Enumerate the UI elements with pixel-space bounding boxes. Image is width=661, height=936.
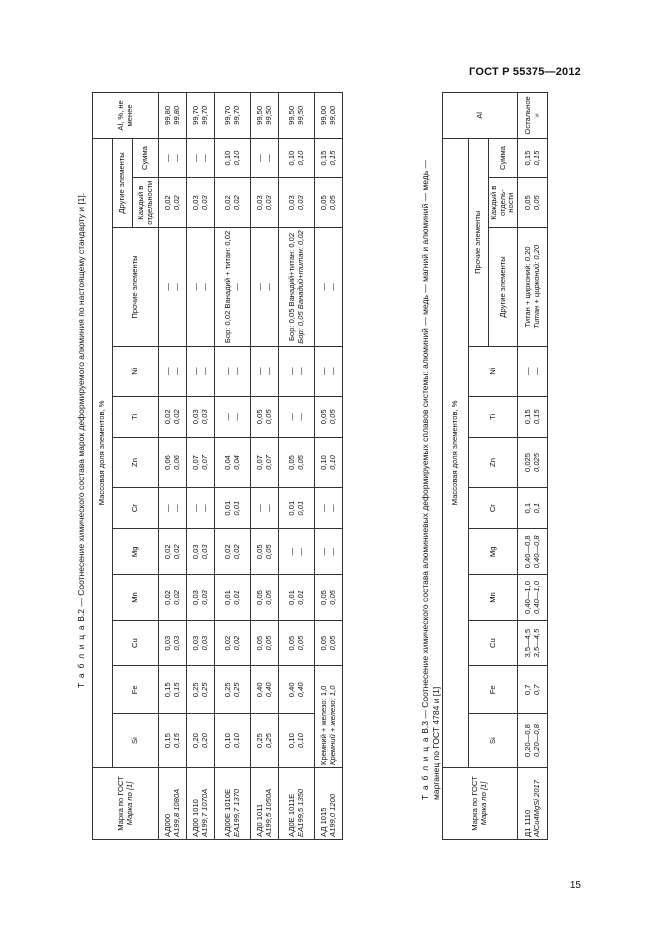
page-number: 15: [569, 880, 581, 891]
table2-each-cell: 0,03 0,03: [251, 178, 279, 228]
table2-zn-cell: 0,07 0,07: [251, 438, 279, 488]
table2-other-cell: — —: [251, 228, 279, 347]
table3-grade-cell: Д1 1110 AlCu4MgSi 2017: [518, 767, 548, 839]
table3-cr-header: Cr: [469, 487, 518, 529]
table2-each-cell: 0,02 0,02: [215, 178, 251, 228]
table2-al-cell: 99,00 99,00: [315, 93, 343, 139]
table2-zn-cell: 0,04 0,04: [215, 438, 251, 488]
table2-zn-cell: 0,05 0,05: [279, 438, 315, 488]
table3-fe-cell: 0,7 0,7: [518, 666, 548, 714]
table2-si-cell: 0,15 0,15: [159, 714, 187, 768]
table2-ti-cell: 0,02 0,02: [159, 396, 187, 438]
table2-ni-cell: — —: [215, 346, 251, 396]
table2-cr-cell: — —: [159, 487, 187, 529]
table3-ni-header: Ni: [469, 346, 518, 396]
document-header: ГОСТ Р 55375—2012: [469, 66, 581, 78]
table2-ti-cell: — —: [279, 396, 315, 438]
table3-other-header: Другие элементы: [489, 228, 518, 347]
table2-si-cell: 0,10 0,10: [279, 714, 315, 768]
table3-zn-header: Zn: [469, 438, 518, 488]
table2-zn-header: Zn: [113, 438, 159, 488]
table2-mn-cell: 0,05 0,05: [315, 575, 343, 621]
table2-fe-cell: 0,15 0,15: [159, 666, 187, 714]
table2-fe-cell: 0,40 0,40: [251, 666, 279, 714]
table2-ni-cell: — —: [279, 346, 315, 396]
table2-grade-header: Марка по ГОСТ Марка по [1]: [93, 767, 159, 839]
table2-cu-header: Cu: [113, 620, 159, 666]
table2-other-header: Прочие элементы: [113, 228, 159, 347]
table3-ni-cell: — —: [518, 346, 548, 396]
table2-al-cell: 99,50 99,50: [279, 93, 315, 139]
table2-cr-cell: 0,01 0,01: [279, 487, 315, 529]
table2-mn-cell: 0,01 0,01: [215, 575, 251, 621]
table2-other-cell: — —: [159, 228, 187, 347]
table3-grade-header: Марка по ГОСТ Марка по [1]: [443, 767, 518, 839]
table2-cu-cell: 0,05 0,05: [279, 620, 315, 666]
table3-row: [518, 93, 548, 840]
table2-ti-cell: 0,05 0,05: [315, 396, 343, 438]
table2-row: [251, 93, 279, 840]
table2-ti-cell: — —: [215, 396, 251, 438]
table2-si-header: Si: [113, 714, 159, 768]
table3: [442, 92, 548, 840]
table2-each-header: Каждый в отдельности: [133, 178, 159, 228]
table2-sum-cell: 0,10 0,10: [279, 138, 315, 178]
table3-al-cell: Остальное »: [518, 93, 548, 139]
table3-mn-cell: 0,40—1,0 0,40—1,0: [518, 575, 548, 621]
table3-si-cell: 0,20—0,8 0,20—0,8: [518, 714, 548, 768]
table2-mn-cell: 0,01 0,01: [279, 575, 315, 621]
table2-cr-cell: 0,01 0,01: [215, 487, 251, 529]
table2-other-cell: Бор: 0,05 Ванадий+титан: 0,02 Бор: 0,05 Ванадий+титан: 0,02: [279, 228, 315, 347]
table3-ti-header: Ti: [469, 396, 518, 438]
table2-si-cell: Кремний + железо: 1,0 Кремний + железо: 1,0: [315, 666, 343, 767]
table2-fe-cell: 0,40 0,40: [279, 666, 315, 714]
table2-grade-cell: АД00 1010 A199,7 1070A: [187, 767, 215, 839]
table2-zn-cell: 0,10 0,10: [315, 438, 343, 488]
table2-cu-cell: 0,05 0,05: [315, 620, 343, 666]
table2-fe-cell: 0,25 0,25: [215, 666, 251, 714]
table2-row: [215, 93, 251, 840]
table3-container: [442, 92, 548, 840]
table2-mg-cell: 0,03 0,03: [187, 529, 215, 575]
table3-si-header: Si: [469, 714, 518, 768]
table2-ti-cell: 0,05 0,05: [251, 396, 279, 438]
table2-fe-header: Fe: [113, 666, 159, 714]
table2-mn-cell: 0,03 0,03: [187, 575, 215, 621]
table2-si-cell: 0,10 0,10: [215, 714, 251, 768]
table2-sum-cell: 0,15 0,15: [315, 138, 343, 178]
table2-other-group-header: Другие элементы: [113, 138, 133, 227]
table2-mg-cell: 0,02 0,02: [215, 529, 251, 575]
table2-each-cell: 0,02 0,02: [159, 178, 187, 228]
table2-ni-cell: — —: [251, 346, 279, 396]
table2-sum-cell: — —: [187, 138, 215, 178]
table2-ni-cell: — —: [315, 346, 343, 396]
table2-al-cell: 99,80 99,80: [159, 93, 187, 139]
table3-sum-header: Сумма: [489, 138, 518, 178]
table2-al-cell: 99,70 99,70: [215, 93, 251, 139]
table3-ti-cell: 0,15 0,15: [518, 396, 548, 438]
table2-cu-cell: 0,05 0,05: [251, 620, 279, 666]
table2-al-cell: 99,70 99,70: [187, 93, 215, 139]
table3-other-group-header: Прочие элементы: [469, 138, 489, 346]
table3-mg-header: Mg: [469, 529, 518, 575]
table2-mn-header: Mn: [113, 575, 159, 621]
table2-zn-cell: 0,06 0,06: [159, 438, 187, 488]
table2-mg-cell: — —: [315, 529, 343, 575]
table2-sum-header: Сумма: [133, 138, 159, 178]
table2-other-cell: — —: [187, 228, 215, 347]
table3-other-cell: Титан + цирконий: 0,20 Титан + цирконий: 0,20: [518, 228, 548, 347]
table2-ni-cell: — —: [159, 346, 187, 396]
table3-fe-header: Fe: [469, 666, 518, 714]
table2: [92, 92, 343, 840]
table3-mg-cell: 0,40—0,8 0,40—0,8: [518, 529, 548, 575]
table2-grade-cell: АД0Е 1011Е EA199,5 1350: [279, 767, 315, 839]
table2-grade-cell: АД 1015 A199,0 1200: [315, 767, 343, 839]
table2-sum-cell: — —: [251, 138, 279, 178]
table3-al-header: Al: [443, 93, 518, 139]
table3-each-cell: 0,05 0,05: [518, 178, 548, 228]
table2-container: [92, 92, 343, 840]
table2-row: [187, 93, 215, 840]
table2-mg-cell: — —: [279, 529, 315, 575]
table2-al-header: Al, %, не менее: [93, 93, 159, 139]
table2-ti-header: Ti: [113, 396, 159, 438]
table2-row: [279, 93, 315, 840]
table2-mn-cell: 0,02 0,02: [159, 575, 187, 621]
table3-cu-cell: 3,5—4,5 3,5—4,5: [518, 620, 548, 666]
table2-ni-header: Ni: [113, 346, 159, 396]
table2-cu-cell: 0,03 0,03: [187, 620, 215, 666]
table2-other-cell: — —: [315, 228, 343, 347]
table2-other-cell: Бор: 0,02 Ванадий + титан: 0,02 —: [215, 228, 251, 347]
table2-each-cell: 0,05 0,05: [315, 178, 343, 228]
table2-cu-cell: 0,02 0,02: [215, 620, 251, 666]
table2-sum-cell: — —: [159, 138, 187, 178]
table2-cr-cell: — —: [187, 487, 215, 529]
table2-each-cell: 0,03 0,03: [187, 178, 215, 228]
table2-sum-cell: 0,10 0,10: [215, 138, 251, 178]
table2-mg-cell: 0,02 0,02: [159, 529, 187, 575]
table2-ti-cell: 0,03 0,03: [187, 396, 215, 438]
table2-cu-cell: 0,03 0,03: [159, 620, 187, 666]
table2-row: [159, 93, 187, 840]
table2-si-cell: 0,25 0,25: [251, 714, 279, 768]
table2-grade-cell: АД00Е 1010Е EA199,7 1370: [215, 767, 251, 839]
table3-each-header: Каждый в отдель-ности: [489, 178, 518, 228]
table3-mass-header: Массовая доля элементов, %: [443, 138, 469, 767]
table2-row: [315, 93, 343, 840]
table3-caption: Т а б л и ц а В.3 — Соотнесение химического состава алюминиевых деформируемых сплавов системы: алюминий — медь — магний и алюминий — медь — марганец по ГОСТ 4784 и [1]: [420, 159, 442, 800]
table2-mn-cell: 0,05 0,05: [251, 575, 279, 621]
table2-mg-header: Mg: [113, 529, 159, 575]
table2-cr-header: Cr: [113, 487, 159, 529]
table3-cr-cell: 0,1 0,1: [518, 487, 548, 529]
table2-ni-cell: — —: [187, 346, 215, 396]
table2-fe-cell: 0,25 0,25: [187, 666, 215, 714]
table2-si-cell: 0,20 0,20: [187, 714, 215, 768]
table2-caption: Т а б л и ц а В.2 — Соотнесение химического состава марок деформируемого алюминия по настоящему стандарту и [1].: [76, 192, 86, 688]
table2-zn-cell: 0,07 0,07: [187, 438, 215, 488]
table2-each-cell: 0,03 0,03: [279, 178, 315, 228]
table2-al-cell: 99,50 99,50: [251, 93, 279, 139]
table3-sum-cell: 0,15 0,15: [518, 138, 548, 178]
table3-mn-header: Mn: [469, 575, 518, 621]
table3-zn-cell: 0,025 0,025: [518, 438, 548, 488]
table2-grade-cell: АД0 1011 A199,5 1050A: [251, 767, 279, 839]
table2-cr-cell: — —: [315, 487, 343, 529]
table2-grade-cell: АД000 A199,8 1080A: [159, 767, 187, 839]
table2-mg-cell: 0,05 0,05: [251, 529, 279, 575]
table3-cu-header: Cu: [469, 620, 518, 666]
table2-cr-cell: — —: [251, 487, 279, 529]
table2-mass-header: Массовая доля элементов, %: [93, 138, 113, 767]
